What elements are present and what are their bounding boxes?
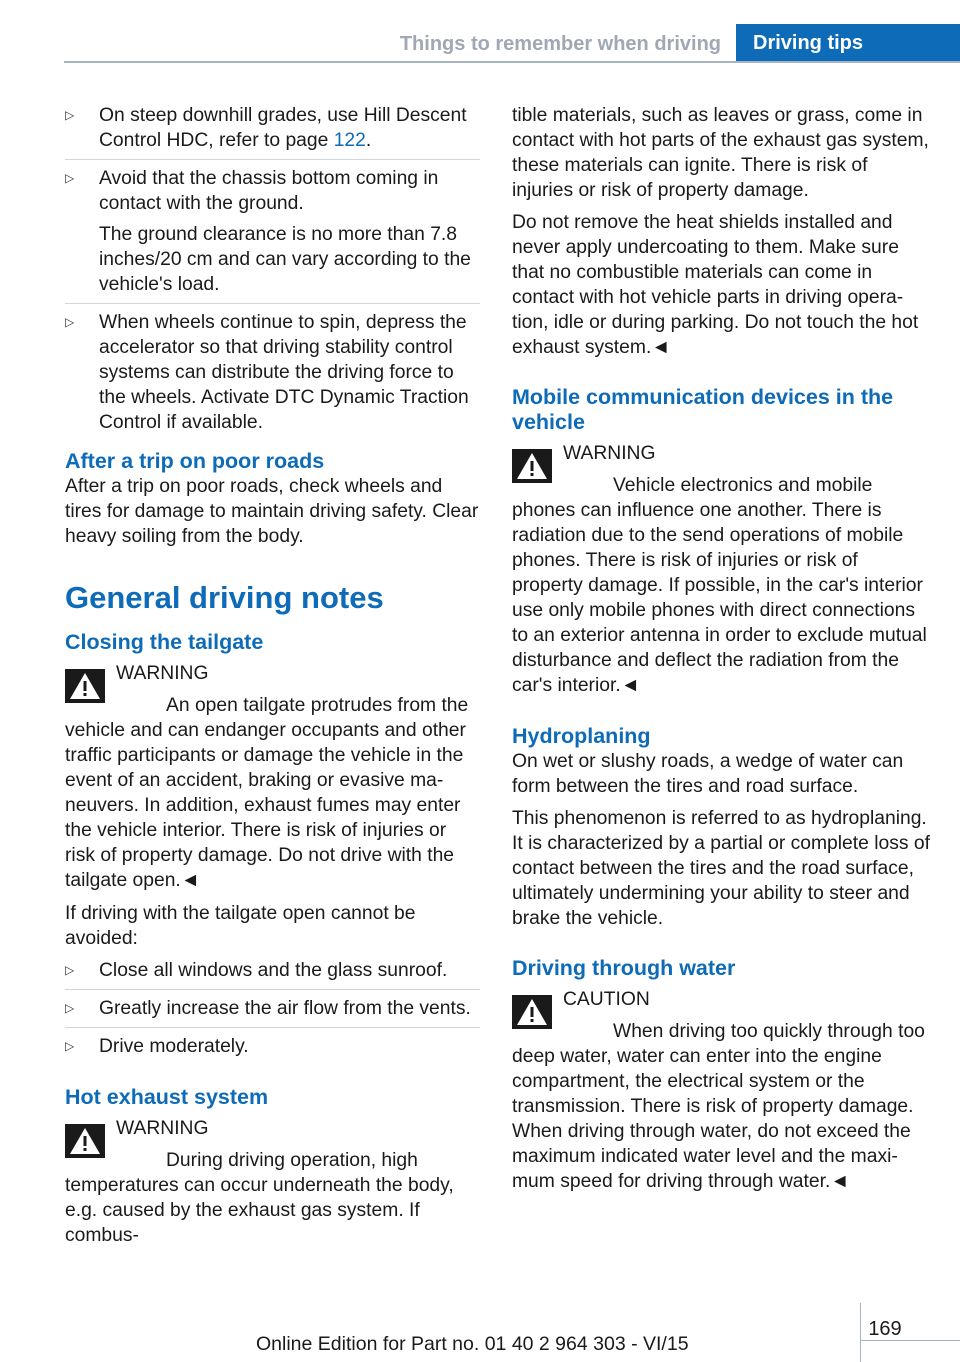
list-item bbox=[65, 166, 480, 297]
warning-triangle-icon bbox=[65, 669, 105, 703]
bullet-text: On steep downhill grades, use Hill Descent Control HDC, refer to page bbox=[99, 105, 467, 151]
warning-exhaust bbox=[65, 1116, 480, 1248]
downhill-bullets bbox=[65, 103, 480, 435]
heading-general-driving-notes: General driving notes bbox=[65, 580, 384, 615]
page-number: 169 bbox=[868, 1318, 902, 1340]
warning-mobile bbox=[512, 441, 932, 698]
tailgate-bullets bbox=[65, 958, 480, 1059]
exhaust-para: Do not remove the heat shields installed and never apply undercoating to them. Make sure that no combustible materials can come in contact with hot vehicle parts in driving operation, idle or during parking. Do not touch the hot exhaust system.◄ bbox=[512, 212, 919, 358]
caution-label: CAUTION bbox=[563, 989, 650, 1010]
list-item bbox=[65, 103, 480, 153]
footer-edition-text: Online Edition for Part no. 01 40 2 964 303 - VI/15 bbox=[256, 1333, 689, 1355]
warning-text-content: An open tailgate protrudes from the vehicle and can endanger occupants and other traffic participants or damage the vehicle in the event of an accident, braking or evasive maneuvers. In addition, exhaust fumes may enter the vehicle interior. There is risk of injuries or risk of property damage. Do not drive with the tailgate open.◄ bbox=[65, 695, 469, 891]
bullet-text: . bbox=[365, 130, 372, 151]
list-item: ▷ Close all windows and the glass sunroof. bbox=[65, 958, 480, 983]
warning-triangle-icon bbox=[512, 449, 552, 483]
caution-water bbox=[512, 987, 932, 1194]
left-column bbox=[65, 103, 480, 1256]
warning-text bbox=[65, 1148, 480, 1248]
caution-text bbox=[512, 1019, 932, 1194]
bullet-text: ▷ When wheels continue to spin, depress the accelerator so that driving stability control systems can distribute the driving force to the wheels. Activate DTC Dynamic Traction Control if available. bbox=[99, 312, 469, 433]
exhaust-continuation: tible materials, such as leaves or grass, come in contact with hot parts of the exhaust gas system, these materials can ignite. There is risk of injuries or risk of property damage. bbox=[512, 105, 929, 201]
divider bbox=[65, 159, 480, 160]
list-item: ▷ Drive moderately. bbox=[65, 1034, 480, 1059]
caution-text-content: When driving too quickly through too deep water, water can enter into the engine compartment, the electrical system or the transmission. There is risk of property damage. When driving through water, do not exceed the maximum indicated water level and the maximum speed for driving through water.◄ bbox=[512, 1021, 925, 1192]
divider bbox=[65, 989, 480, 990]
divider bbox=[65, 1027, 480, 1028]
warning-text-content: Vehicle electronics and mobile phones can influence one another. There is radiation due to the send operations of mobile phones. There is risk of injuries or risk of property damage. If possible, in the car's interior use only mobile phones with direct connections to an exterior antenna in order to exclude mutual disturbance and deflect the radiation from the car's interior.◄ bbox=[512, 475, 927, 696]
list-item bbox=[65, 310, 480, 435]
heading-closing-tailgate: Closing the tailgate bbox=[65, 630, 264, 654]
warning-triangle-icon bbox=[512, 995, 552, 1029]
heading-poor-roads: After a trip on poor roads bbox=[65, 449, 325, 473]
footer-horizontal-rule bbox=[860, 1340, 960, 1341]
warning-text-content: During driving operation, high temperatures can occur underneath the body, e.g. caused by the exhaust gas system. If combus- bbox=[65, 1150, 454, 1246]
heading-hydroplaning: Hydroplaning bbox=[512, 724, 651, 748]
warning-label: WARNING bbox=[116, 663, 209, 684]
header-chapter-tab: Driving tips bbox=[736, 24, 960, 62]
footer-vertical-rule bbox=[860, 1303, 861, 1362]
list-item: ▷ Greatly increase the air flow from the vents. bbox=[65, 996, 480, 1021]
warning-tailgate bbox=[65, 661, 480, 893]
warning-label: WARNING bbox=[563, 443, 656, 464]
page-link[interactable]: 122 bbox=[333, 130, 366, 151]
bullet-text: ▷ Avoid that the chassis bottom coming in contact with the ground. bbox=[99, 168, 439, 214]
warning-text bbox=[512, 473, 932, 698]
tailgate-para: If driving with the tailgate open cannot be avoided: bbox=[65, 903, 416, 949]
right-column bbox=[512, 103, 932, 1202]
heading-driving-through-water: Driving through water bbox=[512, 956, 736, 980]
page-header bbox=[0, 0, 960, 64]
header-section-title: Things to remember when driving bbox=[399, 33, 721, 55]
warning-label: WARNING bbox=[116, 1118, 209, 1139]
warning-text bbox=[65, 693, 480, 893]
hydroplaning-para-2: This phenomenon is referred to as hydroplaning. It is characterized by a partial or complete loss of contact between the tires and the road surface, ultimately undermining your ability to steer and brake the vehicle. bbox=[512, 808, 930, 929]
header-rule bbox=[64, 61, 960, 63]
hydroplaning-para-1: On wet or slushy roads, a wedge of water can form between the tires and road surface. bbox=[512, 751, 904, 797]
divider bbox=[65, 303, 480, 304]
heading-hot-exhaust: Hot exhaust system bbox=[65, 1085, 269, 1109]
bullet-subtext: The ground clearance is no more than 7.8 inches/20 cm and can vary according to the vehicle's load. bbox=[99, 224, 471, 295]
warning-triangle-icon bbox=[65, 1124, 105, 1158]
heading-mobile-devices: Mobile communication devices in the vehicle bbox=[512, 385, 894, 434]
poor-roads-text: After a trip on poor roads, check wheels and tires for damage to maintain driving safety. Clear heavy soiling from the body. bbox=[65, 476, 479, 547]
